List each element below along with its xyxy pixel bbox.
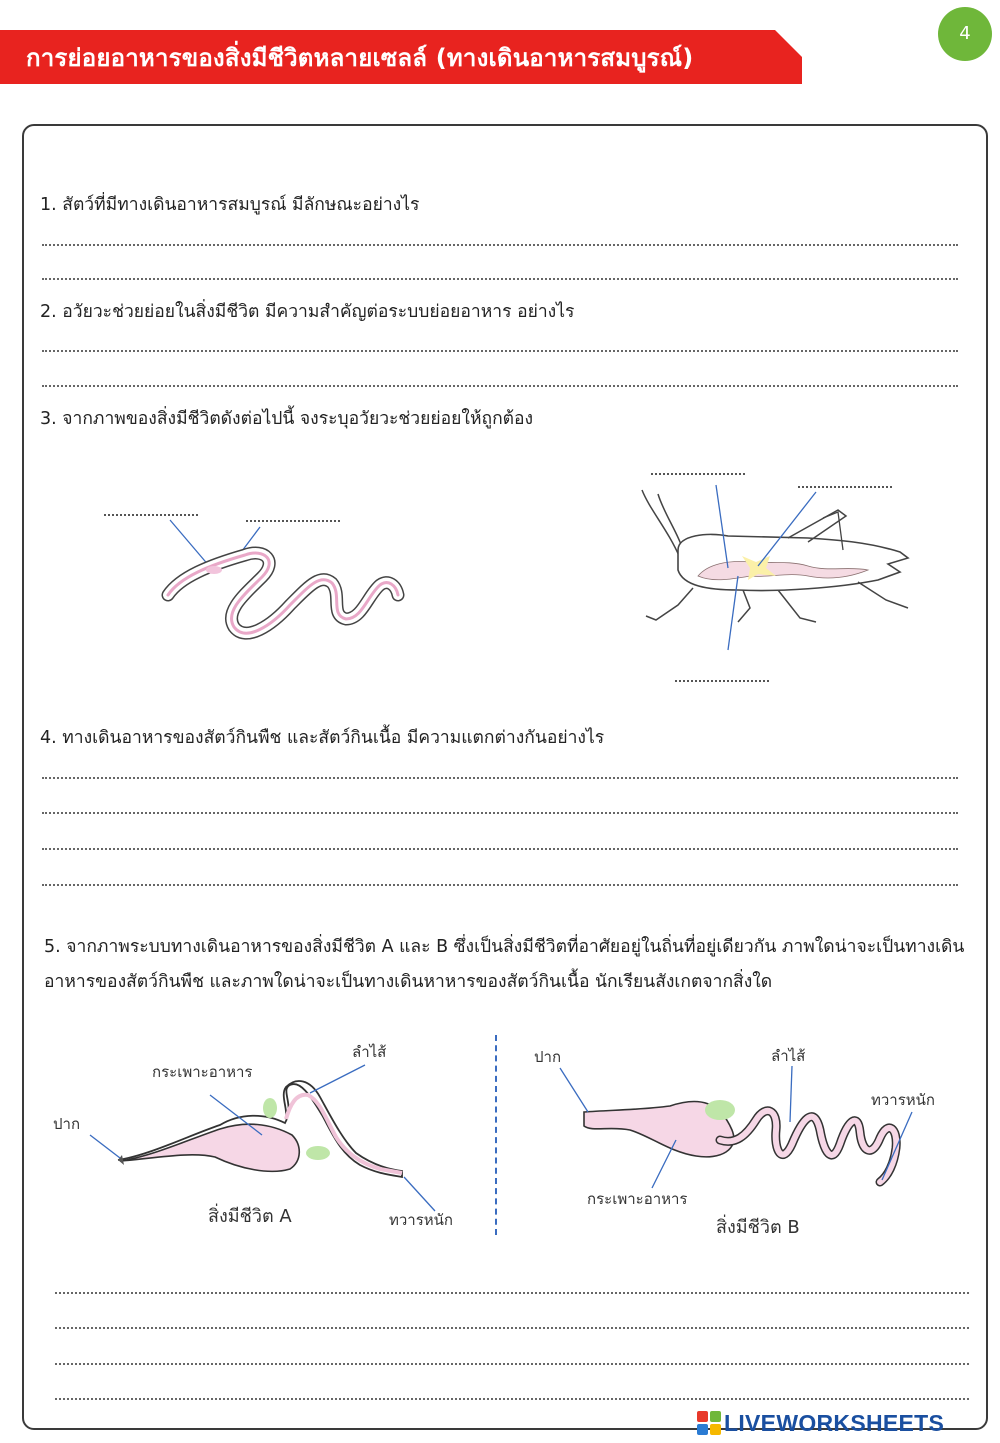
label-mouth-b: ปาก bbox=[534, 1048, 562, 1066]
label-anus-b: ทวารหนัก bbox=[871, 1091, 936, 1109]
liveworksheets-logo[interactable] bbox=[697, 1408, 944, 1438]
organ-green-a2 bbox=[306, 1146, 330, 1160]
worm-pointer-left bbox=[170, 520, 210, 567]
label-anus-a: ทวารหนัก bbox=[389, 1211, 454, 1229]
diagram-b bbox=[520, 1040, 960, 1240]
organ-green-b bbox=[705, 1100, 735, 1120]
earthworm-illustration bbox=[150, 515, 410, 655]
answer-line[interactable] bbox=[42, 278, 958, 280]
page-title: การย่อยอาหารของสิ่งมีชีวิตหลายเซลล์ (ทางเดินอาหารสมบูรณ์) bbox=[26, 44, 694, 72]
answer-line[interactable] bbox=[55, 1292, 969, 1294]
question-3: 3. จากภาพของสิ่งมีชีวิตดังต่อไปนี้ จงระบุอวัยวะช่วยย่อยให้ถูกต้อง bbox=[40, 409, 534, 429]
answer-line[interactable] bbox=[55, 1363, 969, 1365]
organ-green-a1 bbox=[263, 1098, 277, 1118]
answer-line[interactable] bbox=[42, 777, 958, 779]
label-intestine-a: ลำไส้ bbox=[352, 1043, 387, 1061]
question-5: 5. จากภาพระบบทางเดินอาหารของสิ่งมีชีวิต A และ B ซึ่งเป็นสิ่งมีชีวิตที่อาศัยอยู่ในถิ่นที่อยู่เดียวกัน ภาพใดน่าจะเป็นทางเดินอาหารของสัตว์กินพืช และภาพใดน่าจะเป็นทางเดินหาหารของสัตว์กินเนื้อ นักเรียนสังเกตจากสิ่งใด bbox=[44, 937, 965, 992]
insect-body bbox=[678, 534, 908, 590]
logo-text: LIVEWORKSHEETS bbox=[724, 1409, 945, 1436]
diagram-a bbox=[40, 1035, 490, 1235]
answer-line[interactable] bbox=[42, 812, 958, 814]
label-stomach-a: กระเพาะอาหาร bbox=[152, 1063, 253, 1081]
logo-cubes-icon bbox=[697, 1411, 721, 1435]
worm-crop bbox=[206, 566, 222, 574]
stomach-a bbox=[120, 1124, 299, 1171]
insect-label-blank-bottom[interactable] bbox=[675, 680, 769, 682]
insect-illustration bbox=[638, 480, 918, 655]
answer-line[interactable] bbox=[42, 244, 958, 246]
answer-line[interactable] bbox=[42, 385, 958, 387]
caption-b: สิ่งมีชีวิต B bbox=[716, 1217, 800, 1238]
answer-line[interactable] bbox=[55, 1398, 969, 1400]
caption-a: สิ่งมีชีวิต A bbox=[208, 1206, 292, 1227]
diagram-divider bbox=[495, 1035, 497, 1235]
label-mouth-a: ปาก bbox=[53, 1115, 81, 1133]
answer-line[interactable] bbox=[42, 884, 958, 886]
question-1: 1. สัตว์ที่มีทางเดินอาหารสมบูรณ์ มีลักษณะอย่างไร bbox=[40, 195, 420, 215]
answer-line[interactable] bbox=[42, 350, 958, 352]
answer-line[interactable] bbox=[42, 848, 958, 850]
label-intestine-b: ลำไส้ bbox=[771, 1047, 806, 1065]
label-stomach-b: กระเพาะอาหาร bbox=[587, 1190, 688, 1208]
question-4: 4. ทางเดินอาหารของสัตว์กินพืช และสัตว์กินเนื้อ มีความแตกต่างกันอย่างไร bbox=[40, 728, 605, 748]
insect-label-blank-top-left[interactable] bbox=[651, 473, 745, 475]
page-number-badge: 4 bbox=[938, 7, 992, 61]
question-2: 2. อวัยวะช่วยย่อยในสิ่งมีชีวิต มีความสำคัญต่อระบบย่อยอาหาร อย่างไร bbox=[40, 302, 575, 322]
answer-line[interactable] bbox=[55, 1327, 969, 1329]
